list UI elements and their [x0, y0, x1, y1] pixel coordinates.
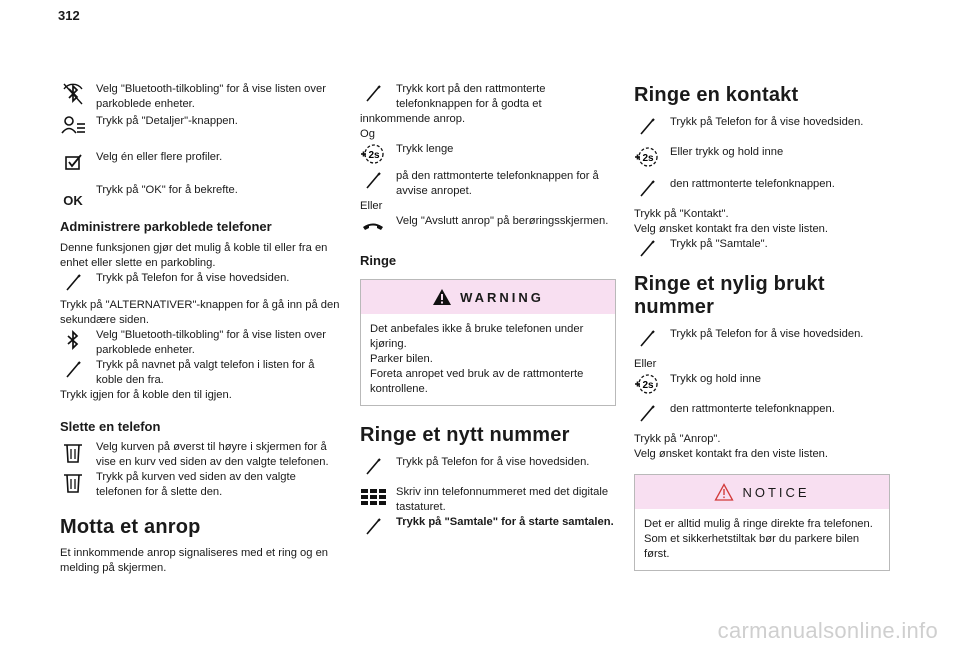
nytt-step-3-text: Trykk på "Samtale" for å starte samtalen.: [396, 516, 614, 528]
og-label: Og: [360, 128, 375, 140]
press-2s-icon: [634, 371, 660, 397]
administrere-step-3: [60, 328, 342, 358]
nylig-step-5: Velg ønsket kontakt fra den viste listen.: [634, 448, 829, 460]
svg-text:2s: 2s: [642, 380, 654, 391]
administrere-step-4: [60, 358, 342, 388]
stylus-icon: [634, 326, 660, 352]
step-details-text: Trykk på "Detaljer"-knappen.: [96, 115, 238, 127]
heading-kontakt: Ringe en kontakt: [634, 84, 799, 106]
step-ok: [60, 183, 342, 219]
motta-step-4-text: Velg "Avslutt anrop" på berøringsskjermen.: [396, 215, 609, 227]
step-profiles: [60, 150, 342, 183]
column-3: [634, 82, 890, 571]
administrere-step-5: Trykk igjen for å koble den til igjen.: [60, 389, 232, 401]
motta-step-1: [360, 82, 616, 112]
eller-label: Eller: [360, 200, 383, 212]
page-number: 312: [58, 8, 80, 23]
stylus-icon: [360, 514, 386, 540]
administrere-step-4-text: Trykk på navnet på valgt telefon i listen for å koble den fra.: [96, 359, 315, 386]
watermark: carmanualsonline.info: [717, 618, 938, 643]
notice-title: NOTICE: [742, 484, 810, 500]
heading-motta: Motta et anrop: [60, 516, 201, 538]
stylus-icon: [634, 236, 660, 262]
warning-line-2: Parker bilen.: [370, 353, 433, 365]
heading-ringe: Ringe: [360, 253, 397, 268]
nylig-eller: Eller: [634, 358, 657, 370]
slette-step-1-text: Velg kurven på øverst til høyre i skjermen for å vise en kurv ved siden av den valgte telefonen.: [96, 441, 329, 468]
administrere-intro: Denne funksjonen gjør det mulig å koble til eller fra en enhet eller slette en parkobling.: [60, 242, 328, 269]
bluetooth-icon: [60, 327, 86, 353]
nylig-step-2-text: Trykk og hold inne: [670, 373, 761, 385]
kontakt-step-3-text: den rattmonterte telefonknappen.: [670, 178, 835, 190]
press-2s-icon: [634, 144, 660, 170]
step-bluetooth: [60, 82, 342, 114]
nytt-step-1-text: Trykk på Telefon for å vise hovedsiden.: [396, 456, 590, 468]
notice-text: Det er alltid mulig å ringe direkte fra telefonen. Som et sikkerhetstiltak bør du parkere bilen først.: [644, 518, 873, 560]
step-ok-text: Trykk på "OK" for å bekrefte.: [96, 184, 238, 196]
nylig-step-2: [634, 372, 890, 402]
press-2s-icon: [360, 141, 386, 167]
nylig-step-3: [634, 402, 890, 432]
stylus-icon: [634, 401, 660, 427]
notice-box: [634, 474, 890, 571]
kontakt-step-3: [634, 177, 890, 207]
warning-box: [360, 279, 616, 406]
hang-up-icon: [360, 213, 386, 239]
step-bluetooth-text: Velg "Bluetooth-tilkobling" for å vise listen over parkoblede enheter.: [96, 83, 326, 110]
stylus-icon: [360, 454, 386, 480]
kontakt-step-4: Trykk på "Kontakt".: [634, 208, 729, 220]
column-2: [360, 82, 616, 540]
nylig-step-1-text: Trykk på Telefon for å vise hovedsiden.: [670, 328, 864, 340]
slette-step-1: [60, 440, 342, 470]
warning-line-1: Det anbefales ikke å bruke telefonen under kjøring.: [370, 323, 584, 350]
motta-step-2-text: Trykk lenge: [396, 143, 454, 155]
kontakt-step-5: Velg ønsket kontakt fra den viste listen.: [634, 223, 829, 235]
slette-step-2: [60, 470, 342, 500]
heading-nytt: Ringe et nytt nummer: [360, 424, 570, 446]
stylus-icon: [60, 270, 86, 296]
administrere-step-1: [60, 271, 342, 298]
nylig-step-3-text: den rattmonterte telefonknappen.: [670, 403, 835, 415]
step-details: [60, 114, 342, 150]
kontakt-step-6: [634, 237, 890, 273]
nytt-step-2-text: Skriv inn telefonnummeret med det digitale tastaturet.: [396, 486, 609, 513]
heading-nylig: Ringe et nylig brukt nummer: [634, 273, 825, 318]
motta-text: Et innkommende anrop signaliseres med et ring og en melding på skjermen.: [60, 547, 329, 574]
svg-text:2s: 2s: [642, 153, 654, 164]
nylig-step-1: [634, 327, 890, 357]
heading-slette: Slette en telefon: [60, 419, 161, 434]
trash-icon: [60, 469, 86, 495]
motta-step-1-cont: innkommende anrop.: [360, 113, 466, 125]
kontakt-step-2: [634, 145, 890, 177]
notice-icon: [714, 483, 734, 501]
kontakt-step-1: [634, 115, 890, 145]
motta-step-2: [360, 142, 616, 169]
step-profiles-text: Velg én eller flere profiler.: [96, 151, 223, 163]
nylig-step-4: Trykk på "Anrop".: [634, 433, 721, 445]
warning-line-3: Foreta anropet ved bruk av de rattmonterte kontrollene.: [370, 368, 584, 395]
nytt-step-1: [360, 455, 616, 485]
column-1: [60, 82, 342, 576]
bluetooth-crossed-icon: [60, 81, 86, 107]
motta-step-4: [360, 214, 616, 239]
nytt-step-3: [360, 515, 616, 540]
kontakt-step-2-text: Eller trykk og hold inne: [670, 146, 784, 158]
motta-step-3-text: på den rattmonterte telefonknappen for å avvise anropet.: [396, 170, 599, 197]
stylus-icon: [360, 81, 386, 107]
warning-icon: [432, 288, 452, 306]
warning-body: [361, 314, 615, 405]
nytt-step-2: [360, 485, 616, 515]
administrere-step-2: Trykk på "ALTERNATIVER"-knappen for å gå inn på den sekundære siden.: [60, 299, 340, 326]
administrere-step-1-text: Trykk på Telefon for å vise hovedsiden.: [96, 272, 290, 284]
warning-title: WARNING: [460, 289, 544, 305]
administrere-step-3-text: Velg "Bluetooth-tilkobling" for å vise listen over parkoblede enheter.: [96, 329, 326, 356]
slette-step-2-text: Trykk på kurven ved siden av den valgte telefonen for å slette den.: [96, 471, 296, 498]
stylus-icon: [60, 357, 86, 383]
ok-label: OK: [63, 192, 83, 208]
stylus-icon: [360, 168, 386, 194]
heading-administrere: Administrere parkoblede telefoner: [60, 219, 272, 234]
motta-step-1-text: Trykk kort på den rattmonterte telefonknappen for å godta et: [396, 83, 546, 110]
stylus-icon: [634, 114, 660, 140]
svg-text:2s: 2s: [368, 150, 380, 161]
stylus-icon: [634, 176, 660, 202]
motta-step-3: [360, 169, 616, 199]
warning-header: [361, 280, 615, 314]
notice-header: [635, 475, 889, 509]
checkbox-icon: [60, 149, 86, 175]
trash-icon: [60, 439, 86, 465]
contact-details-icon: [60, 113, 86, 139]
kontakt-step-6-text: Trykk på "Samtale".: [670, 238, 768, 250]
kontakt-step-1-text: Trykk på Telefon for å vise hovedsiden.: [670, 116, 864, 128]
keypad-icon: [360, 484, 386, 510]
notice-body: [635, 509, 889, 570]
